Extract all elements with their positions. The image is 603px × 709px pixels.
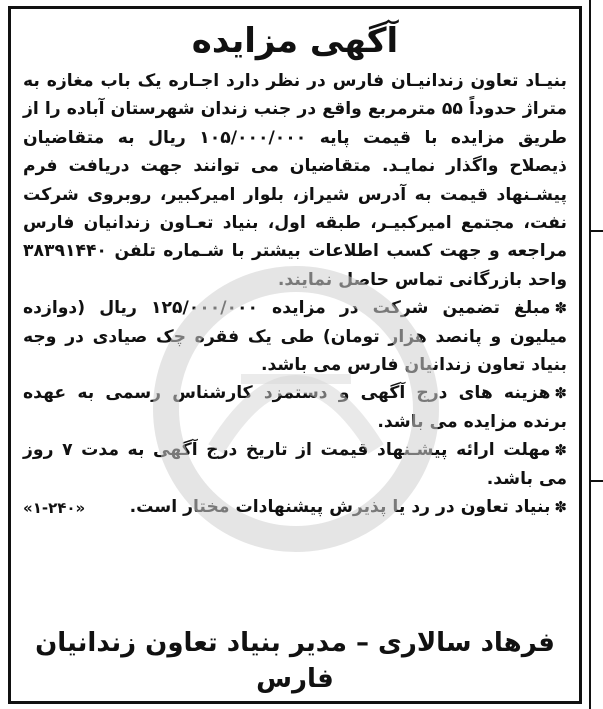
bullet-text-costs: هزینه های درج آگهی و دستمزد کارشناس رسمی به عهده برنده مزایده می باشد.	[23, 383, 567, 432]
bullet-item	[23, 436, 567, 493]
signature-line: فرهاد سالاری – مدیر بنیاد تعاون زندانیان فارس	[35, 628, 555, 694]
adjacent-column-border	[589, 0, 603, 709]
notice-title: آگهی مزایده	[191, 21, 399, 61]
bullet-item	[23, 379, 567, 436]
bullet-text-rights: بنیاد تعاون در رد یا پذیرش پیشنهادات مختار است.	[129, 497, 551, 518]
bullet-star-icon: ✽	[554, 384, 567, 403]
notice-body	[11, 67, 579, 522]
bullet-text-deadline: مهلت ارائه پیشـنهاد قیمت از تاریخ درج آگهی به مدت ۷ روز می باشد.	[23, 440, 567, 489]
bullet-star-icon: ✽	[554, 299, 568, 318]
intro-paragraph: بنیـاد تعاون زندانیـان فارس در نظر دارد اجـاره یک باب مغازه به متراژ حدوداً ۵۵ مترمربع واقع در جنب زندان شهرستان آباده را از طریق مزایده با قیمت پایه ۱۰۵/۰۰۰/۰۰۰ ریال به متقاضیان ذیصلاح واگذار نمایـد. متقاضیان می توانند جهت دریافت فرم پیشـنهاد قیمت به آدرس شیراز، بلوار امیرکبیر، روبروی شرکت نفت، مجتمع امیرکبیـر، طبقه اول، بنیاد تعـاون زندانیان فارس مراجعه و جهت کسب اطلاعات بیشتر با شـماره تلفن ۳۸۳۹۱۴۴۰ واحد بازرگانی تماس حاصل نمایند.	[23, 71, 567, 290]
column-divider	[591, 480, 603, 482]
bullet-item	[23, 294, 567, 379]
bullet-item	[23, 493, 567, 521]
column-divider	[591, 230, 603, 232]
auction-notice	[8, 6, 582, 704]
bullet-star-icon: ✽	[554, 441, 567, 460]
bullet-star-icon: ✽	[554, 498, 567, 517]
reference-code: «۱-۲۴۰»	[23, 499, 86, 518]
bullet-text-guarantee: مبلغ تضمین شرکت در مزایده ۱۲۵/۰۰۰/۰۰۰ ریال (دوازده میلیون و پانصد هزار تومان) طی یک فقره چک صیادی در وجه بنیاد تعاون زندانیان فارس می باشد.	[23, 298, 567, 376]
